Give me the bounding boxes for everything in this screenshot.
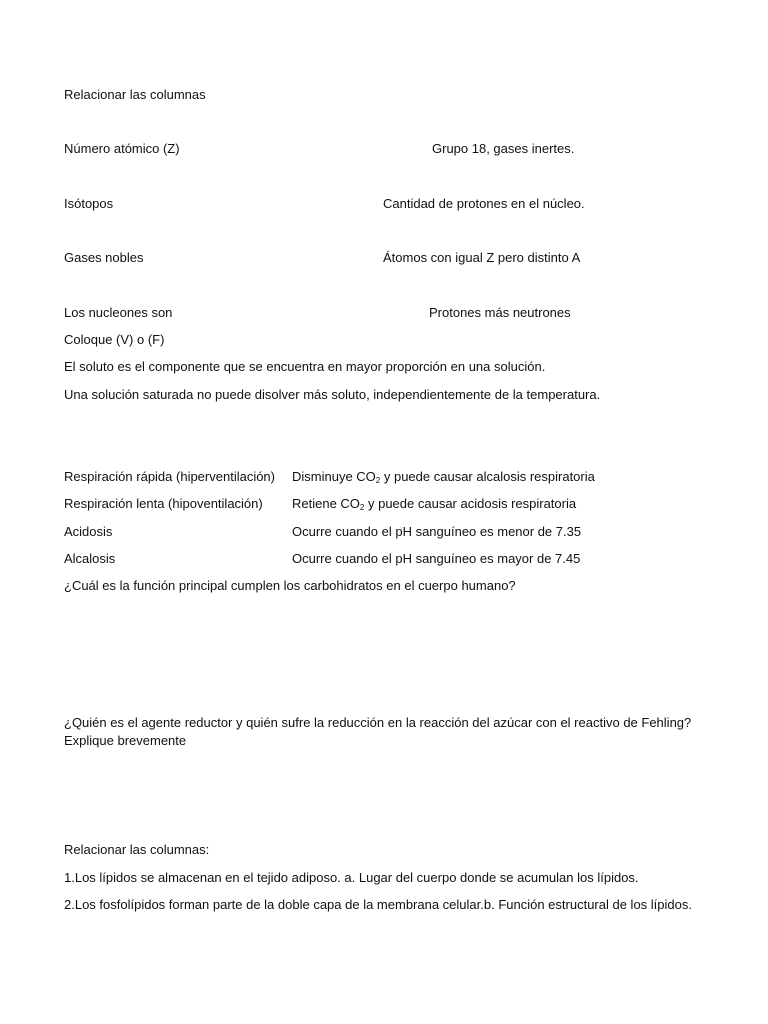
match-statement: 2.Los fosfolípidos forman parte de la doble capa de la membrana celular.b. Función estructural de los lípidos.: [64, 897, 692, 912]
match-left-item: Número atómico (Z): [64, 141, 180, 156]
match-right-item: Grupo 18, gases inertes.: [432, 141, 575, 156]
table-cell-term: Respiración rápida (hiperventilación): [64, 469, 275, 484]
match-right-item: Átomos con igual Z pero distinto A: [383, 250, 581, 265]
table-cell-definition: Disminuye $CO_2$ y puede causar alcalosis respiratoria: [292, 469, 595, 485]
true-false-statement: Una solución saturada no puede disolver más soluto, independientemente de la temperatura.: [64, 387, 601, 402]
table-cell-definition: Ocurre cuando el pH sanguíneo es mayor de 7.45: [292, 551, 581, 566]
match-left-item: Gases nobles: [64, 250, 144, 265]
match-left-item: Isótopos: [64, 196, 114, 211]
table-cell-term: Alcalosis: [64, 551, 116, 566]
true-false-statement: El soluto es el componente que se encuentra en mayor proporción en una solución.: [64, 359, 546, 374]
table-cell-definition: Ocurre cuando el pH sanguíneo es menor de 7.35: [292, 524, 582, 539]
table-cell-term: Respiración lenta (hipoventilación): [64, 496, 263, 511]
section-title: Relacionar las columnas: [64, 87, 206, 102]
question: ¿Cuál es la función principal cumplen los carbohidratos en el cuerpo humano?: [64, 578, 516, 593]
match-left-item: Los nucleones son: [64, 305, 173, 320]
match-right-item: Cantidad de protones en el núcleo.: [383, 196, 585, 211]
match-right-item: Protones más neutrones: [429, 305, 571, 320]
section-title: Coloque (V) o (F): [64, 332, 165, 347]
table-cell-definition: Retiene $CO_2$ y puede causar acidosis respiratoria: [292, 496, 577, 512]
match-statement: 1.Los lípidos se almacenan en el tejido adiposo. a. Lugar del cuerpo donde se acumulan los lípidos.: [64, 870, 639, 885]
question-continuation: Explique brevemente: [64, 733, 187, 748]
question: ¿Quién es el agente reductor y quién sufre la reducción en la reacción del azúcar con el reactivo de Fehling?: [64, 715, 692, 730]
table-cell-term: Acidosis: [64, 524, 113, 539]
section-title: Relacionar las columnas:: [64, 842, 210, 857]
